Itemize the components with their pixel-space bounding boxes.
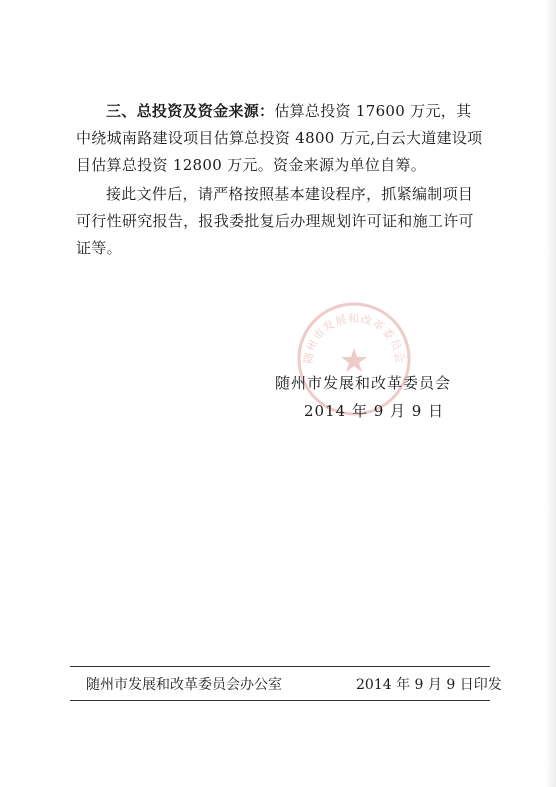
- section-heading-investment: 三、总投资及资金来源：: [106, 102, 275, 120]
- seal-text: 随州市发展和改革委员会: [301, 312, 407, 365]
- footer-print-date: 2014 年 9 月 9 日印发: [356, 677, 502, 693]
- investment-text: 估算总投资 17600 万元，其中绕城南路建设项目估算总投资 4800 万元,白云大道建设项目估算总投资 12800 万元。资金来源为单位自筹。: [76, 102, 483, 174]
- paragraph-instructions: 接此文件后，请严格按照基本建设程序，抓紧编制项目可行性研究报告，报我委批复后办理规划许可证和施工许可证等。: [76, 185, 474, 257]
- footer-bottom-rule: [70, 700, 490, 701]
- signing-organization: 随州市发展和改革委员会: [275, 374, 452, 392]
- page-edge-shadow: [546, 0, 556, 787]
- footer-issuer: 随州市发展和改革委员会办公室: [86, 677, 282, 693]
- paragraph-investment: [76, 98, 484, 179]
- footer-top-rule: [70, 666, 490, 667]
- signing-date: 2014 年 9 月 9 日: [304, 402, 445, 420]
